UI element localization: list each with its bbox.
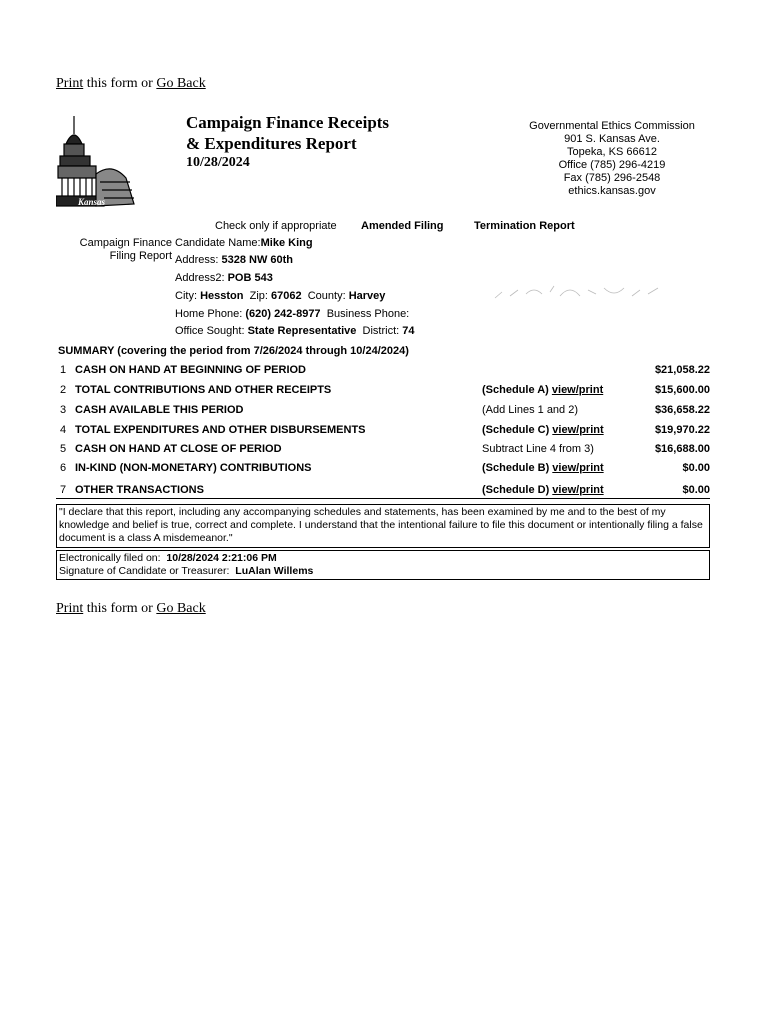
nav-text: this form or bbox=[83, 76, 157, 91]
row-number: 2 bbox=[60, 384, 67, 396]
title-line-2: & Expenditures Report bbox=[186, 134, 357, 153]
check-instruction: Check only if appropriate bbox=[215, 220, 337, 232]
phone-row bbox=[175, 308, 409, 320]
filing-report-label: Filing Report bbox=[109, 250, 172, 262]
bottom-nav bbox=[56, 601, 206, 617]
summary-row bbox=[58, 462, 710, 478]
campaign-finance-label: Campaign Finance bbox=[79, 237, 172, 249]
agency-fax: Fax (785) 296-2548 bbox=[563, 172, 661, 184]
schedule-label: (Schedule B) bbox=[482, 462, 553, 474]
summary-row bbox=[58, 443, 710, 459]
row-amount: $36,658.22 bbox=[654, 404, 710, 416]
row-schedule bbox=[482, 462, 604, 474]
district: 74 bbox=[402, 325, 415, 337]
row-number: 6 bbox=[60, 462, 67, 474]
declaration-box bbox=[56, 504, 710, 548]
city-row bbox=[175, 290, 385, 302]
row-label: TOTAL CONTRIBUTIONS AND OTHER RECEIPTS bbox=[75, 384, 332, 396]
agency-website: ethics.kansas.gov bbox=[568, 185, 656, 197]
candidate-name-label: Candidate Name: bbox=[175, 237, 261, 249]
report-title bbox=[186, 112, 389, 172]
signature-value: LuAlan Willems bbox=[235, 565, 314, 577]
row-number: 3 bbox=[60, 404, 67, 416]
row-amount: $0.00 bbox=[682, 462, 710, 474]
address2-row bbox=[175, 272, 273, 284]
filed-on-value: 10/28/2024 2:21:06 PM bbox=[166, 552, 277, 564]
row-number: 4 bbox=[60, 424, 67, 436]
filed-on-label: Electronically filed on: bbox=[59, 552, 161, 564]
agency-address-2: Topeka, KS 66612 bbox=[567, 146, 657, 158]
row-amount: $19,970.22 bbox=[654, 424, 710, 436]
termination-report-label: Termination Report bbox=[474, 220, 575, 232]
row-label: IN-KIND (NON-MONETARY) CONTRIBUTIONS bbox=[75, 462, 312, 474]
view-print-link[interactable]: view/print bbox=[552, 424, 604, 436]
row-amount: $15,600.00 bbox=[654, 384, 710, 396]
signature-row bbox=[59, 565, 707, 578]
candidate-county: Harvey bbox=[348, 290, 386, 302]
office-row bbox=[175, 325, 415, 337]
county-label: County: bbox=[307, 290, 346, 302]
district-label: District: bbox=[362, 325, 400, 337]
home-phone-label: Home Phone: bbox=[175, 308, 243, 320]
candidate-zip: 67062 bbox=[271, 290, 302, 302]
schedule-label: (Schedule C) bbox=[482, 424, 553, 436]
filed-on-row bbox=[59, 552, 707, 565]
city-label: City: bbox=[175, 290, 197, 302]
zip-label: Zip: bbox=[249, 290, 268, 302]
row-schedule bbox=[482, 484, 604, 496]
candidate-name: Mike King bbox=[260, 237, 313, 249]
view-print-link[interactable]: view/print bbox=[551, 384, 604, 396]
address-label: Address: bbox=[175, 254, 219, 266]
row-number: 5 bbox=[60, 443, 67, 455]
row-label: CASH AVAILABLE THIS PERIOD bbox=[75, 404, 244, 416]
summary-row bbox=[58, 404, 710, 420]
amended-filing-label: Amended Filing bbox=[361, 220, 444, 232]
row-number: 1 bbox=[60, 364, 67, 376]
report-date: 10/28/2024 bbox=[186, 155, 250, 170]
row-label: CASH ON HAND AT CLOSE OF PERIOD bbox=[75, 443, 282, 455]
address-row bbox=[175, 254, 293, 266]
title-line-1: Campaign Finance Receipts bbox=[186, 113, 390, 132]
kansas-capitol-seal-icon bbox=[56, 112, 140, 212]
office-sought: State Representative bbox=[247, 325, 357, 337]
signature-label: Signature of Candidate or Treasurer: bbox=[59, 565, 230, 577]
office-sought-label: Office Sought: bbox=[175, 325, 245, 337]
summary-row bbox=[58, 384, 710, 400]
row-schedule: (Add Lines 1 and 2) bbox=[482, 404, 579, 416]
candidate-home-phone: (620) 242-8977 bbox=[245, 308, 321, 320]
schedule-label: (Schedule D) bbox=[482, 484, 553, 496]
row-label: TOTAL EXPENDITURES AND OTHER DISBURSEMENTS bbox=[75, 424, 366, 436]
agency-info bbox=[510, 120, 714, 198]
candidate-address: 5328 NW 60th bbox=[221, 254, 294, 266]
agency-name: Governmental Ethics Commission bbox=[529, 120, 695, 132]
print-link[interactable]: Print bbox=[56, 601, 84, 616]
schedule-label: (Schedule A) bbox=[482, 384, 552, 396]
row-number: 7 bbox=[60, 484, 67, 496]
scan-noise bbox=[490, 278, 670, 304]
row-label: CASH ON HAND AT BEGINNING OF PERIOD bbox=[75, 364, 307, 376]
go-back-link[interactable]: Go Back bbox=[156, 601, 206, 616]
summary-title: SUMMARY (covering the period from 7/26/2024 through 10/24/2024) bbox=[58, 345, 409, 357]
candidate-address2: POB 543 bbox=[227, 272, 273, 284]
row-schedule bbox=[482, 384, 603, 396]
filing-info-box bbox=[56, 550, 710, 580]
view-print-link[interactable]: view/print bbox=[552, 484, 604, 496]
print-link[interactable]: Print bbox=[56, 76, 84, 91]
agency-address-1: 901 S. Kansas Ave. bbox=[564, 133, 660, 145]
summary-divider bbox=[56, 498, 710, 499]
declaration-text: "I declare that this report, including any accompanying schedules and statements, has been examined by me and to the best of my knowledge and belief is true, correct and complete. I understand that the intentional failure to file this document or intentionally filing a false document is a class A misdemeanor." bbox=[59, 506, 703, 544]
business-phone-label: Business Phone: bbox=[326, 308, 410, 320]
go-back-link[interactable]: Go Back bbox=[156, 76, 206, 91]
summary-row bbox=[58, 364, 710, 380]
row-amount: $21,058.22 bbox=[654, 364, 710, 376]
candidate-name-row bbox=[175, 237, 313, 249]
row-schedule: Subtract Line 4 from 3) bbox=[482, 443, 594, 455]
top-nav bbox=[56, 76, 206, 92]
address2-label: Address2: bbox=[175, 272, 225, 284]
row-amount: $16,688.00 bbox=[654, 443, 710, 455]
summary-row bbox=[58, 424, 710, 440]
agency-office-phone: Office (785) 296-4219 bbox=[558, 159, 666, 171]
candidate-city: Hesston bbox=[200, 290, 244, 302]
view-print-link[interactable]: view/print bbox=[552, 462, 604, 474]
svg-text:Kansas: Kansas bbox=[78, 197, 106, 207]
row-schedule bbox=[482, 424, 604, 436]
row-label: OTHER TRANSACTIONS bbox=[75, 484, 204, 496]
row-amount: $0.00 bbox=[682, 484, 710, 496]
nav-text: this form or bbox=[83, 601, 157, 616]
